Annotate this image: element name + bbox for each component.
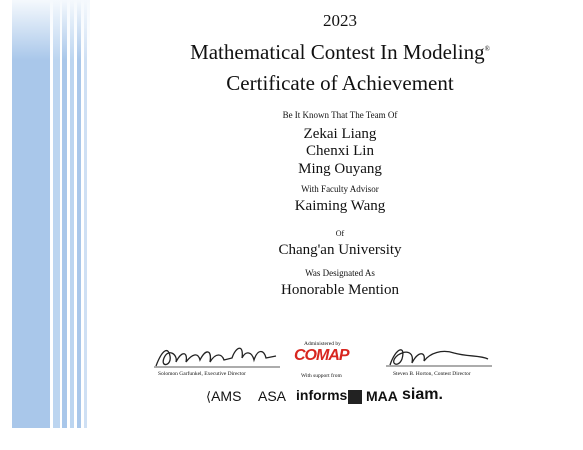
decorative-stripe (12, 0, 50, 428)
comap-logo: COMAP (294, 347, 349, 364)
siam-logo: siam. (402, 386, 443, 403)
decorative-stripe (70, 0, 74, 428)
decorative-stripe (77, 0, 81, 428)
maa-emblem-icon (348, 390, 362, 404)
designation-label: Was Designated As (305, 268, 375, 278)
advisor-label: With Faculty Advisor (301, 184, 379, 194)
signature-left-label: Solomon Garfunkel, Executive Director (158, 371, 246, 377)
decorative-stripe (62, 0, 67, 428)
certificate-year: 2023 (323, 11, 357, 30)
of-label: Of (335, 229, 345, 238)
ams-logo: ⟨AMS (206, 388, 242, 404)
support-label: With support from (301, 373, 342, 379)
university-name: Chang'an University (278, 242, 402, 258)
intro-text: Be It Known That The Team Of (282, 110, 398, 120)
administered-label: Administered by (304, 341, 341, 347)
informs-logo: informs (296, 387, 348, 403)
asa-logo: ASA (258, 388, 287, 404)
team-member: Zekai Liang (303, 126, 377, 142)
advisor-name: Kaiming Wang (294, 198, 386, 214)
registered-mark: ® (484, 45, 490, 53)
page-bottom-margin (0, 428, 583, 450)
stripe-fade (12, 0, 90, 60)
team-member: Chenxi Lin (306, 143, 374, 159)
signature-left (152, 340, 282, 372)
team-member: Ming Ouyang (298, 161, 382, 177)
certificate-title: Certificate of Achievement (226, 71, 454, 95)
decorative-stripe (53, 0, 60, 428)
signature-right (384, 343, 494, 373)
award-name: Honorable Mention (281, 282, 399, 298)
decorative-stripe (84, 0, 87, 428)
maa-logo: MAA (366, 388, 398, 404)
contest-name: Mathematical Contest In Modeling® (190, 40, 490, 64)
signature-right-label: Steven B. Horton, Contest Director (393, 371, 471, 377)
